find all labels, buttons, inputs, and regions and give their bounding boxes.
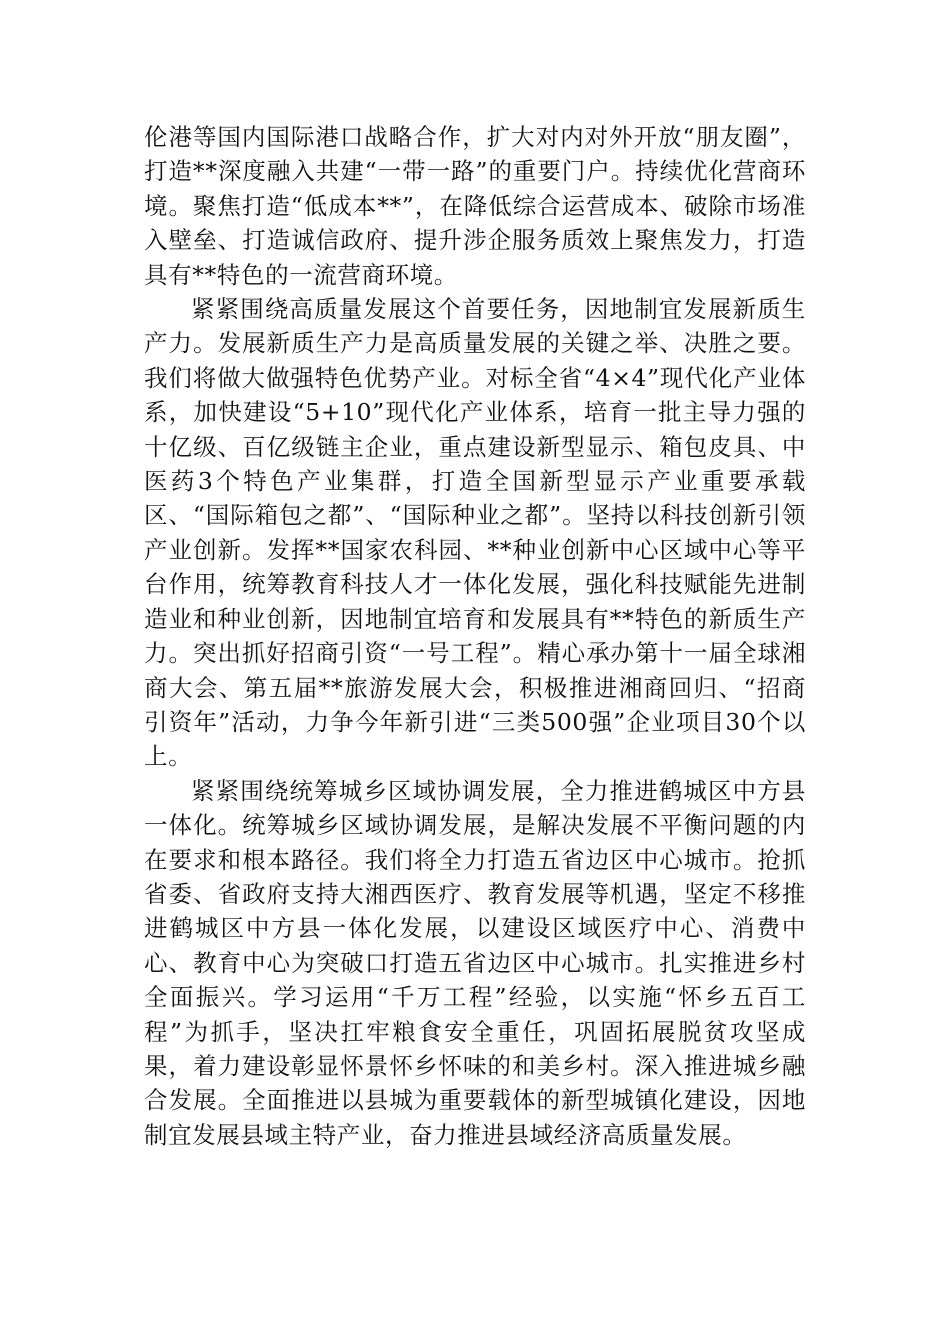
paragraph-urban-rural: 紧紧围绕统筹城乡区域协调发展，全力推进鹤城区中方县一体化。统筹城乡区域协调发展，是解决发展不平衡问题的内在要求和根本路径。我们将全力打造五省边区中心城市。抢抓省委、省政府支持大湘西医疗、教育发展等机遇，坚定不移推进鹤城区中方县一体化发展，以建设区域医疗中心、消费中心、教育中心为突破口打造五省边区中心城市。扎实推进乡村全面振兴。学习运用“千万工程”经验，以实施“怀乡五百工程”为抓手，坚决扛牢粮食安全重任，巩固拓展脱贫攻坚成果，着力建设彰显怀景怀乡怀味的和美乡村。深入推进城乡融合发展。全面推进以县城为重要载体的新型城镇化建设，因地制宜发展县域主特产业，奋力推进县域经济高质量发展。 [144,776,806,1149]
paragraph-continuation: 伦港等国内国际港口战略合作，扩大对内对外开放“朋友圈”，打造**深度融入共建“一带一路”的重要门户。持续优化营商环境。聚焦打造“低成本**”，在降低综合运营成本、破除市场准入壁垒、打造诚信政府、提升涉企服务质效上聚焦发力，打造具有**特色的一流营商环境。 [144,123,806,289]
document-body [144,120,806,1152]
paragraph-new-productivity: 紧紧围绕高质量发展这个首要任务，因地制宜发展新质生产力。发展新质生产力是高质量发展的关键之举、决胜之要。我们将做大做强特色优势产业。对标全省“4×4”现代化产业体系，加快建设“5+10”现代化产业体系，培育一批主导力强的十亿级、百亿级链主企业，重点建设新型显示、箱包皮具、中医药3个特色产业集群，打造全国新型显示产业重要承载区、“国际箱包之都”、“国际种业之都”。坚持以科技创新引领产业创新。发挥**国家农科园、**种业创新中心区域中心等平台作用，统筹教育科技人才一体化发展，强化科技赋能先进制造业和种业创新，因地制宜培育和发展具有**特色的新质生产力。突出抓好招商引资“一号工程”。精心承办第十一届全球湘商大会、第五届**旅游发展大会，积极推进湘商回归、“招商引资年”活动，力争今年新引进“三类500强”企业项目30个以上。 [144,295,806,771]
